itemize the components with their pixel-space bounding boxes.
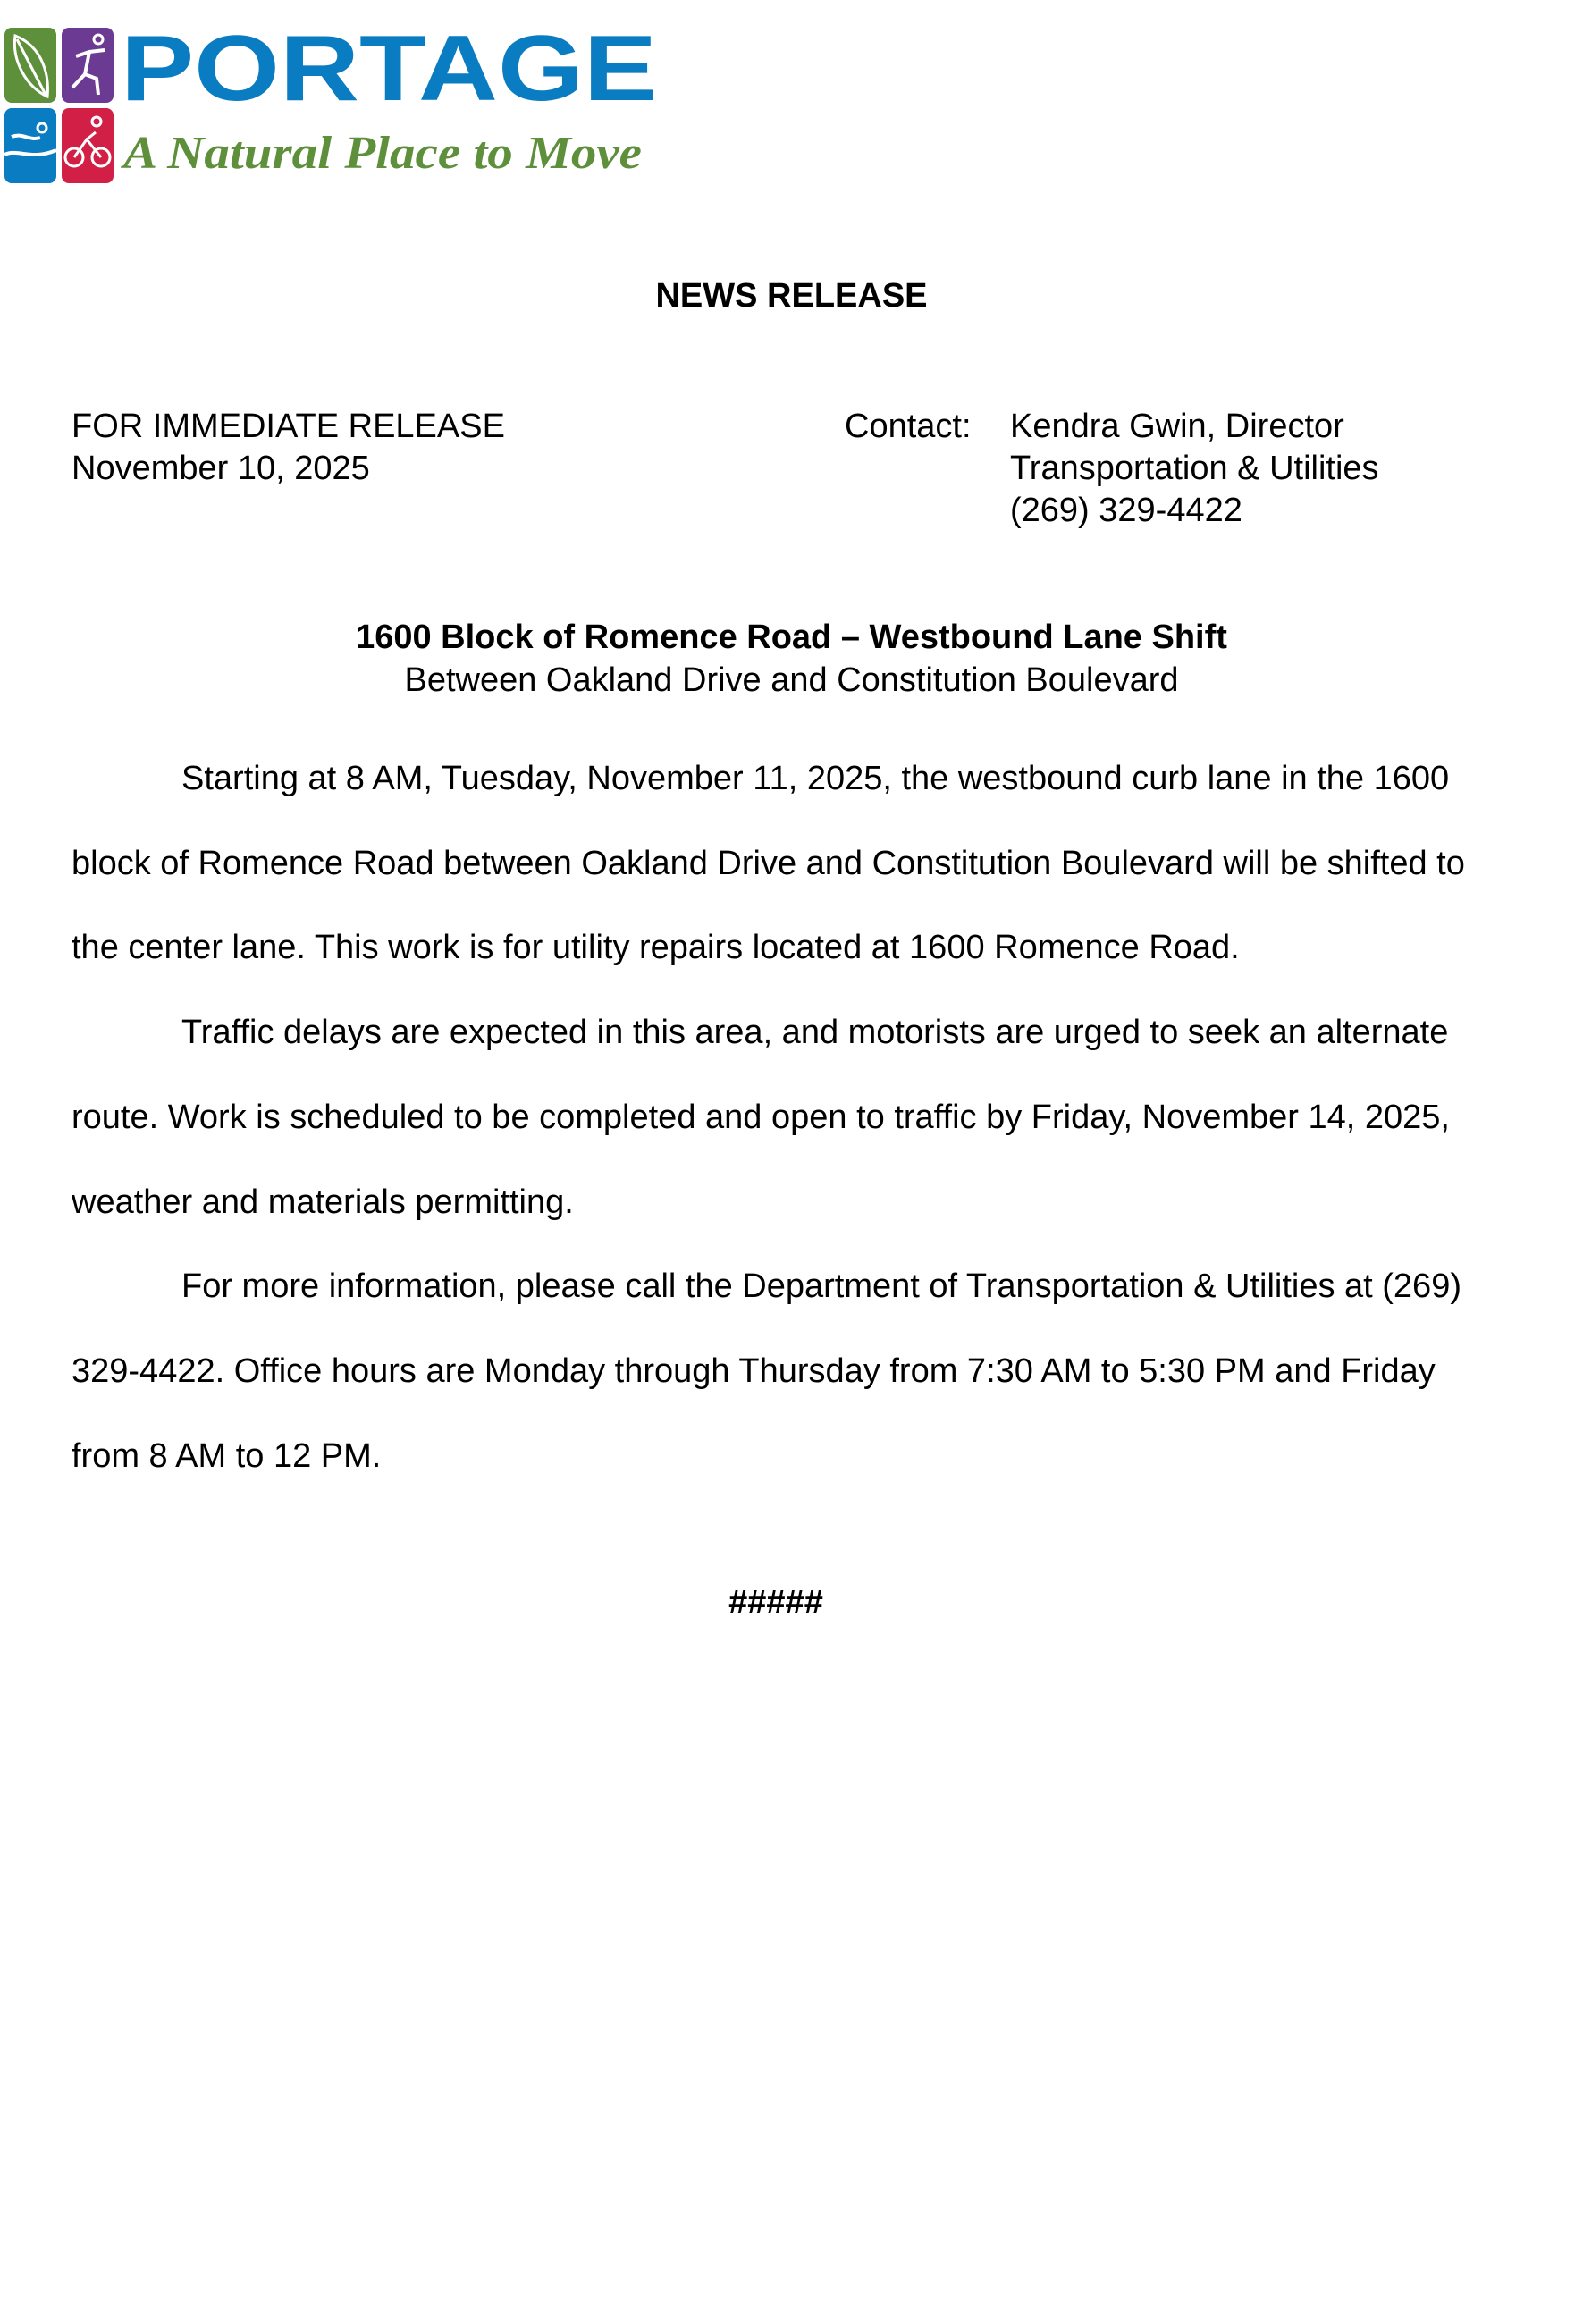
paragraph: Starting at 8 AM, Tuesday, November 11, 2025, the westbound curb lane in the 1600 block of Romence Road between Oakland Drive and Constitution Boulevard will be shifted to the center lane. This work is for utility repairs located at 1600 Romence Road. xyxy=(72,760,1465,967)
page-title: NEWS RELEASE xyxy=(655,277,928,315)
release-body xyxy=(72,737,1502,1498)
svg-text:PORTAGE: PORTAGE xyxy=(121,25,657,121)
headline: 1600 Block of Romence Road – Westbound Lane Shift xyxy=(356,619,1227,656)
release-info xyxy=(72,406,505,490)
cyclist-icon xyxy=(62,108,114,183)
end-mark: ##### xyxy=(728,1584,823,1621)
contact-name: Kendra Gwin, Director xyxy=(1010,408,1344,445)
subheadline: Between Oakland Drive and Constitution Boulevard xyxy=(404,661,1179,699)
portage-logo xyxy=(4,25,666,186)
svg-text:A Natural Place to Move: A Natural Place to Move xyxy=(120,128,642,179)
contact-info xyxy=(1010,406,1379,532)
contact-label: Contact: xyxy=(845,408,972,445)
paragraph: For more information, please call the Department of Transportation & Utilities at (269) 329-4422. Office hours are Monday through Thursday from 7:30 AM to 5:30 PM and Friday from 8 AM to 12 PM. xyxy=(72,1267,1461,1475)
release-date: November 10, 2025 xyxy=(72,450,370,487)
contact-department: Transportation & Utilities xyxy=(1010,450,1379,487)
paragraph: Traffic delays are expected in this area, and motorists are urged to seek an alternate route. Work is scheduled to be completed and open to traffic by Friday, November 14, 2025, weather and materials permitting. xyxy=(72,1014,1450,1221)
release-label: FOR IMMEDIATE RELEASE xyxy=(72,408,505,445)
contact-phone: (269) 329-4422 xyxy=(1010,492,1242,529)
swimmer-icon xyxy=(4,108,56,183)
